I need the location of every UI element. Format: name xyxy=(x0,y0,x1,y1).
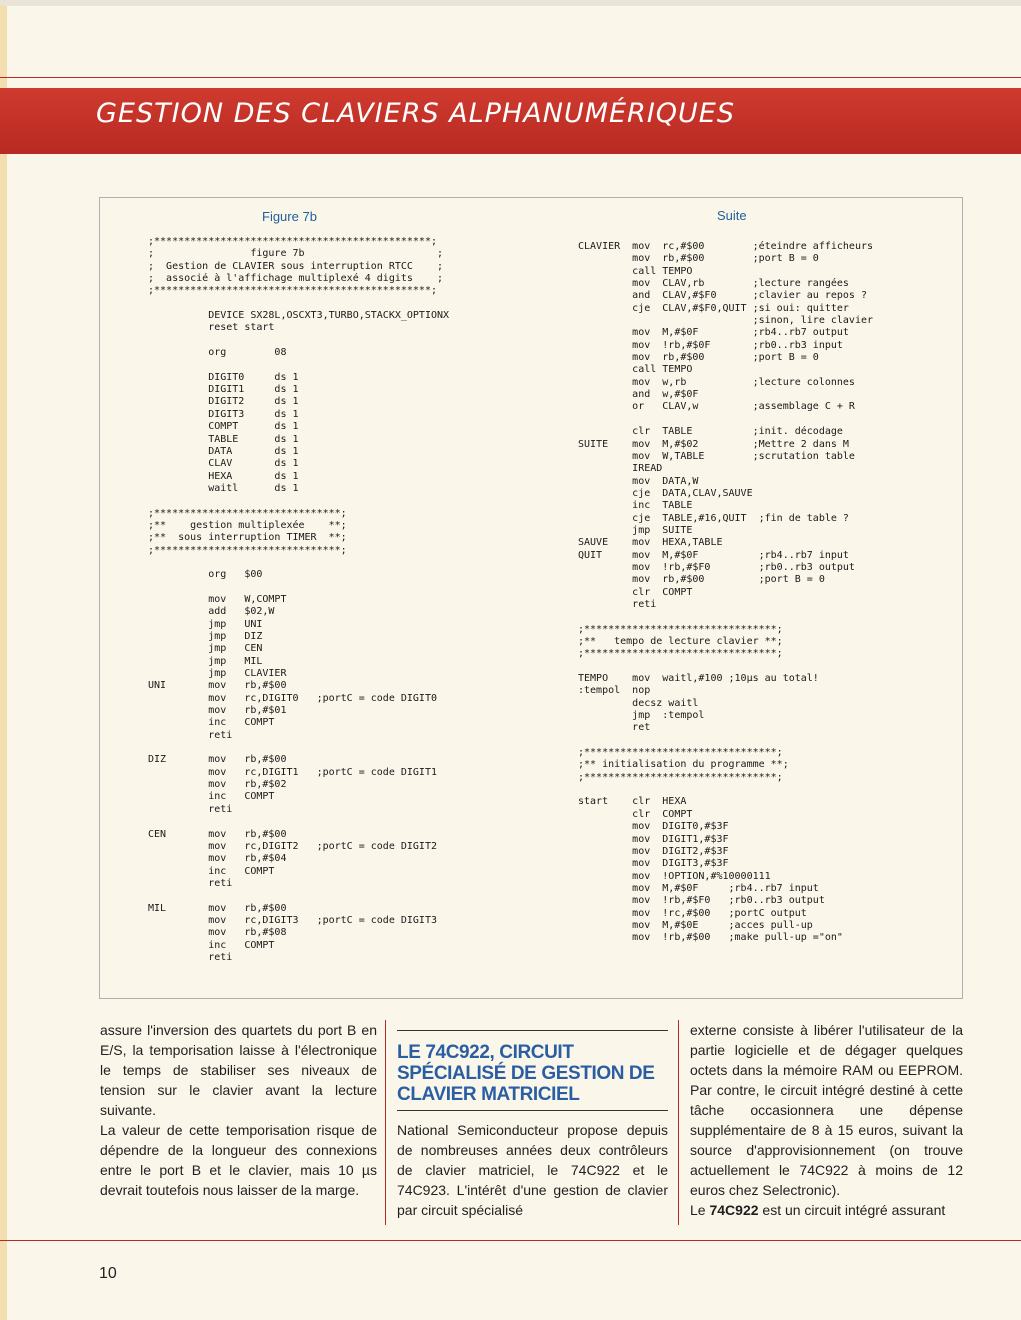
top-rule xyxy=(0,77,1021,78)
paragraph: La valeur de cette temporisation risque de dépendre de la longueur des connexions entre le port B et le clavier, mais 10 µs devrait toutefois nous laisser de la marge. xyxy=(100,1122,377,1198)
sidebar-rule-top xyxy=(397,1030,668,1031)
article-column-1 xyxy=(100,1020,377,1200)
paragraph: assure l'inversion des quartets du port B en E/S, la temporisation laisse à l'électronique le temps de stabiliser ses niveaux de tension sur le clavier avant la lecture suivante. xyxy=(100,1022,377,1118)
bottom-rule xyxy=(0,1240,1021,1241)
paragraph xyxy=(690,1200,963,1220)
top-edge xyxy=(0,0,1021,6)
section-banner xyxy=(0,88,1021,154)
text-run: Le xyxy=(690,1202,710,1218)
code-listing-box xyxy=(99,197,963,999)
figure-title: Figure 7b xyxy=(262,209,317,224)
page-edge xyxy=(0,0,7,1320)
article-column-2 xyxy=(397,1120,668,1220)
code-listing-left: ;**********************************************; ; figure 7b ; ; Gestion de CLAVIER sous interruption RTCC ; ; associé à l'affichage multiplexé 4 digits ; ;**********************************************; DEVICE SX28L,OSCXT3,TURBO,STACKX_OPTIONX reset start org 08 DIGIT0 ds 1 DIGIT1 ds 1 DIGIT2 ds 1 DIGIT3 ds 1 COMPT ds 1 TABLE ds 1 DATA ds 1 CLAV ds 1 HEXA ds 1 waitl ds 1 ;*******************************; ;** gestion multiplexée **; ;** sous interruption TIMER **; ;*******************************; org $00 mov W,COMPT add $02,W jmp UNI jmp DIZ jmp CEN jmp MIL jmp CLAVIER UNI mov rb,#$00 mov rc,DIGIT0 ;portC = code DIGIT0 mov rb,#$01 inc COMPT reti DIZ mov rb,#$00 mov rc,DIGIT1 ;portC = code DIGIT1 mov rb,#$02 inc COMPT reti CEN mov rb,#$00 mov rc,DIGIT2 ;portC = code DIGIT2 mov rb,#$04 inc COMPT reti MIL mov rb,#$00 mov rc,DIGIT3 ;portC = code DIGIT3 mov rb,#$08 inc COMPT reti xyxy=(148,236,450,963)
paragraph: National Semiconducteur propose depuis de nombreuses années deux contrôleurs de clavier matriciel, le 74C922 et le 74C923. L'intérêt d'une gestion de clavier par circuit spécialisé xyxy=(397,1122,668,1218)
sidebar-heading: LE 74C922, CIRCUIT SPÉCIALISÉ DE GESTION DE CLAVIER MATRICIEL xyxy=(397,1042,655,1105)
paragraph: externe consiste à libérer l'utilisateur de la partie logicielle et de dégager quelques octets dans la mémoire RAM ou EEPROM. Par contre, le circuit intégré destiné à cette tâche occasionnera une dépense supplémentaire de 8 à 15 euros, suivant la source d'approvisionnement (on trouve actuellement le 74C922 à moins de 12 euros chez Selectronic). xyxy=(690,1022,963,1198)
column-separator xyxy=(385,1020,386,1225)
article-column-3 xyxy=(690,1020,963,1220)
code-listing-right: CLAVIER mov rc,#$00 ;éteindre afficheurs mov rb,#$00 ;port B = 0 call TEMPO mov CLAV,rb ;lecture rangées and CLAV,#$F0 ;clavier au repos ? cje CLAV,#$F0,QUIT ;si oui: quitter ;sinon, lire clavier mov M,#$0F ;rb4..rb7 output mov !rb,#$0F ;rb0..rb3 input mov rb,#$00 ;port B = 0 call TEMPO mov w,rb ;lecture colonnes and w,#$0F or CLAV,w ;assemblage C + R clr TABLE ;init. décodage SUITE mov M,#$02 ;Mettre 2 dans M mov W,TABLE ;scrutation table IREAD mov DATA,W cje DATA,CLAV,SAUVE inc TABLE cje TABLE,#16,QUIT ;fin de table ? jmp SUITE SAUVE mov HEXA,TABLE QUIT mov M,#$0F ;rb4..rb7 input mov !rb,#$F0 ;rb0..rb3 output mov rb,#$00 ;port B = 0 clr COMPT reti ;********************************; ;** tempo de lecture clavier **; ;********************************; TEMPO mov waitl,#100 ;10µs au total! :tempol nop decsz waitl jmp :tempol ret ;********************************; ;** initialisation du programme **; ;********************************; start clr HEXA clr COMPT mov DIGIT0,#$3F mov DIGIT1,#$3F mov DIGIT2,#$3F mov DIGIT3,#$3F mov !OPTION,#%10000111 mov M,#$0F ;rb4..rb7 input mov !rb,#$F0 ;rb0..rb3 output mov !rc,#$00 ;portC output mov M,#$0E ;acces pull-up mov !rb,#$00 ;make pull-up ="on" xyxy=(578,241,874,944)
column-separator xyxy=(678,1020,679,1225)
section-title: GESTION DES CLAVIERS ALPHANUMÉRIQUES xyxy=(96,98,735,129)
text-run: est un circuit intégré assurant xyxy=(758,1202,946,1218)
continuation-title: Suite xyxy=(717,208,747,223)
sidebar-rule-bottom xyxy=(397,1110,668,1111)
chip-name: 74C922 xyxy=(709,1202,759,1218)
page-number: 10 xyxy=(99,1265,117,1282)
